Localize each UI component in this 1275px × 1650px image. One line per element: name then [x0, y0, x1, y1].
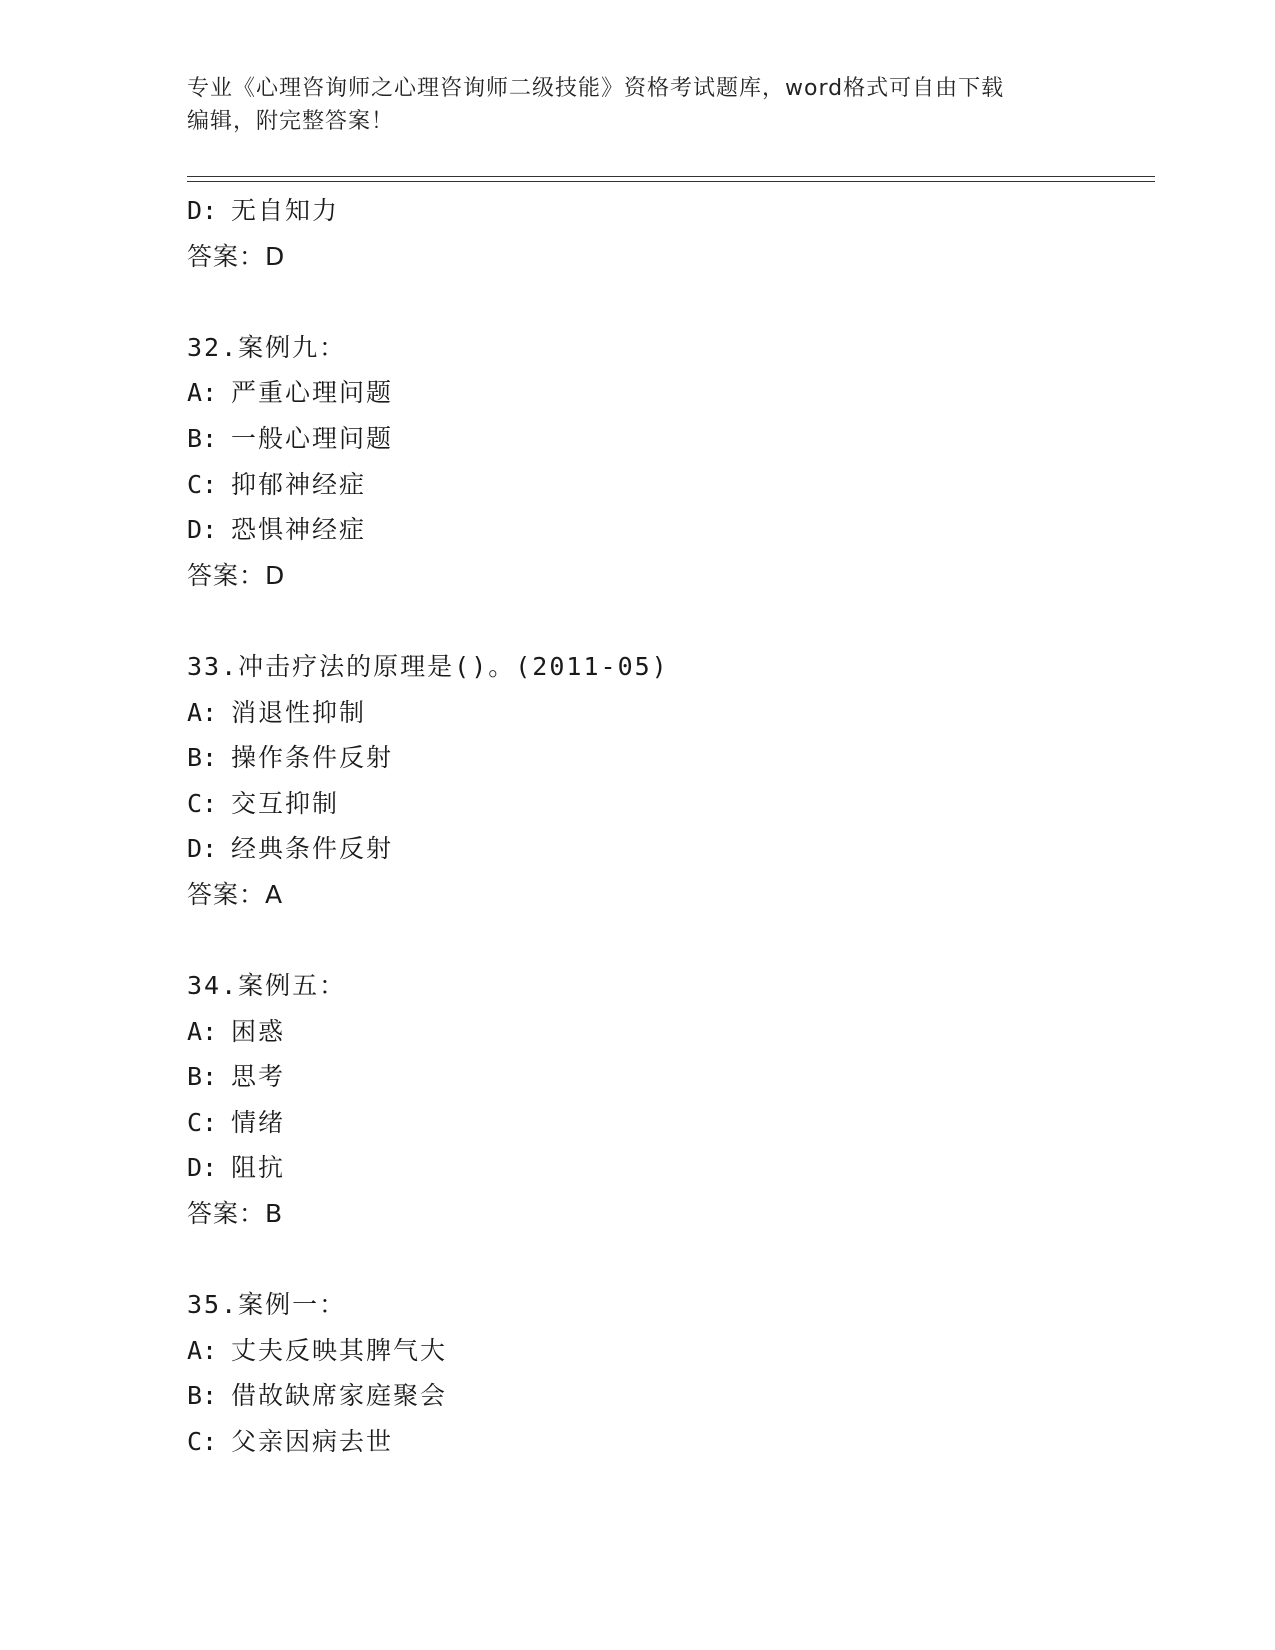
option-line	[187, 1009, 1147, 1055]
answer-line: 答案：B	[187, 1199, 284, 1229]
option-letter: C:	[187, 788, 218, 818]
option-text: 恐惧神经症	[231, 515, 367, 545]
option-line	[187, 1328, 1147, 1374]
document-header	[187, 72, 1067, 138]
option-letter: B:	[187, 743, 218, 773]
option-text: 严重心理问题	[231, 378, 394, 408]
option-letter: D:	[187, 196, 218, 225]
option-text: 丈夫反映其脾气大	[231, 1335, 448, 1365]
option-line	[187, 370, 1147, 416]
option-line	[187, 462, 1147, 508]
option-line	[187, 416, 1147, 462]
option-line	[187, 507, 1147, 553]
option-text: 无自知力	[231, 196, 340, 225]
option-letter: C:	[187, 469, 218, 499]
option-letter: A:	[187, 1016, 218, 1046]
option-line	[187, 1419, 1147, 1465]
option-letter: A:	[187, 1335, 218, 1365]
header-rule-top	[187, 176, 1155, 177]
option-letter: B:	[187, 1062, 218, 1092]
option-line	[187, 826, 1147, 872]
question-list	[187, 188, 1147, 1465]
answer-line: 答案：A	[187, 879, 284, 909]
option-text: 经典条件反射	[231, 834, 394, 864]
option-text: 父亲因病去世	[231, 1427, 394, 1457]
header-line-2: 编辑，附完整答案！	[187, 109, 395, 134]
option-text: 消退性抑制	[231, 697, 367, 727]
option-text: 交互抑制	[231, 788, 340, 818]
option-text: 一般心理问题	[231, 423, 394, 453]
option-letter: B:	[187, 1381, 218, 1411]
option-letter: C:	[187, 1427, 218, 1457]
answer-line: 答案：D	[187, 241, 286, 271]
option-text: 阻抗	[231, 1153, 286, 1183]
option-letter: A:	[187, 378, 218, 408]
option-text: 操作条件反射	[231, 743, 394, 773]
question-stem: 32.案例九：	[187, 332, 347, 362]
question-stem: 34.案例五：	[187, 971, 347, 1001]
header-line-1: 专业《心理咨询师之心理咨询师二级技能》资格考试题库，word格式可自由下载	[187, 76, 1005, 101]
option-letter: B:	[187, 423, 218, 453]
answer-line: 答案：D	[187, 560, 286, 590]
option-letter: D:	[187, 834, 218, 864]
question-stem: 33.冲击疗法的原理是()。(2011-05)	[187, 651, 669, 681]
option-line	[187, 735, 1147, 781]
option-line	[187, 1054, 1147, 1100]
option-line	[187, 1100, 1147, 1146]
option-text: 困惑	[231, 1016, 286, 1046]
option-letter: D:	[187, 1153, 218, 1183]
option-letter: D:	[187, 515, 218, 545]
option-text: 抑郁神经症	[231, 469, 367, 499]
option-text: 借故缺席家庭聚会	[231, 1381, 448, 1411]
option-line	[187, 1145, 1147, 1191]
option-letter: C:	[187, 1107, 218, 1137]
option-line	[187, 781, 1147, 827]
option-text: 思考	[231, 1062, 286, 1092]
option-text: 情绪	[231, 1107, 286, 1137]
option-letter: A:	[187, 697, 218, 727]
option-line	[187, 690, 1147, 736]
question-stem: 35.案例一：	[187, 1290, 347, 1320]
option-line	[187, 1373, 1147, 1419]
header-rule-bottom	[187, 181, 1155, 182]
option-line	[187, 188, 1147, 234]
